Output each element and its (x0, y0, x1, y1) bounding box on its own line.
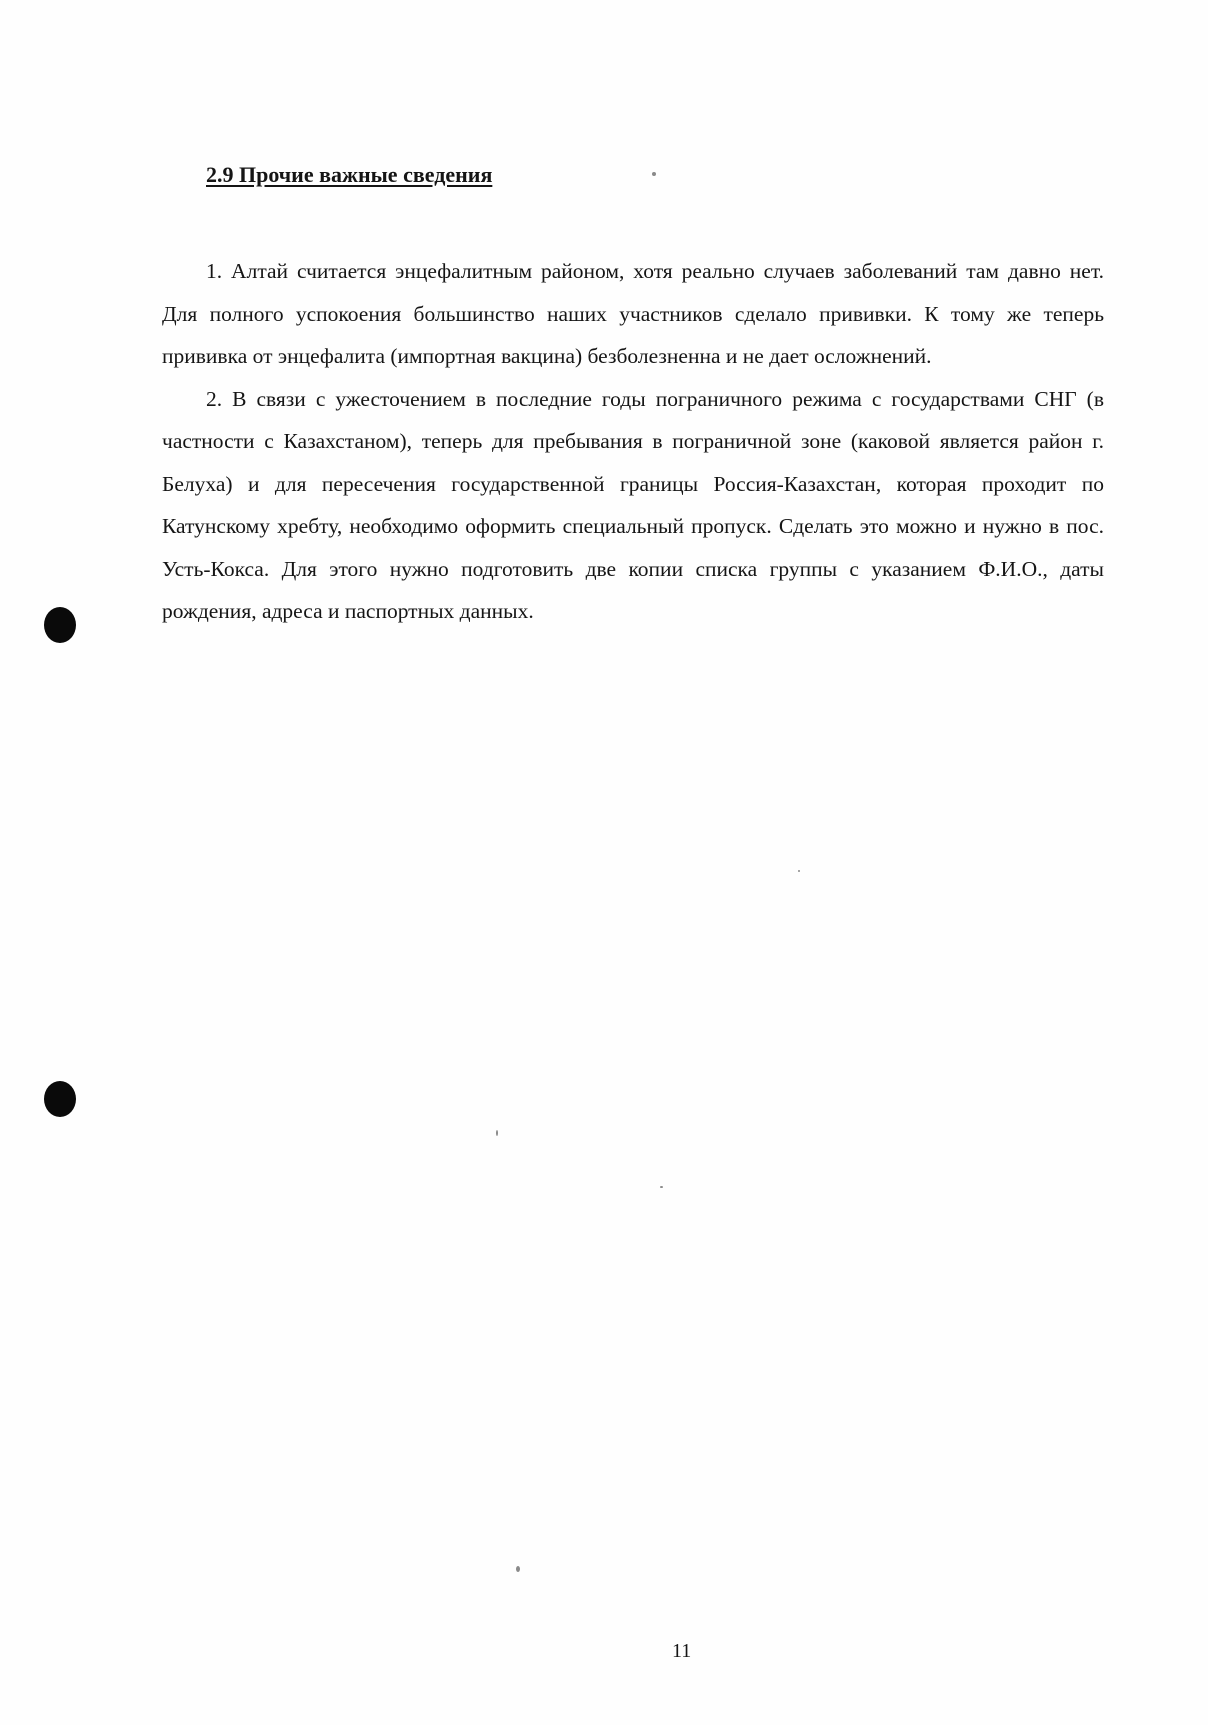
scan-speck (516, 1566, 520, 1572)
scan-speck (660, 1186, 663, 1188)
scan-speck (798, 870, 800, 872)
punch-hole-top (44, 607, 76, 643)
punch-hole-bottom (44, 1081, 76, 1117)
section-heading: 2.9 Прочие важные сведения (206, 162, 493, 187)
page-number: 11 (672, 1640, 692, 1662)
body-text (162, 250, 1104, 633)
scan-speck (652, 172, 656, 176)
scan-speck (496, 1130, 498, 1136)
paragraph-encephalitis: 1. Алтай считается энцефалитным районом, хотя реально случаев заболеваний там давно нет. Для полного успокоения большинство наших участников сделало прививки. К тому же теперь прививка от энцефалита (импортная вакцина) безболезненна и не дает осложнений. (162, 259, 1104, 368)
paragraph-border-permit: 2. В связи с ужесточением в последние годы пограничного режима с государствами СНГ (в частности с Казахстаном), теперь для пребывания в пограничной зоне (каковой является район г. Белуха) и для пересечения государственной границы Россия-Казахстан, которая проходит по Катунскому хребту, необходимо оформить специальный пропуск. Сделать это можно и нужно в пос. Усть-Кокса. Для этого нужно подготовить две копии списка группы с указанием Ф.И.О., даты рождения, адреса и паспортных данных. (162, 386, 1104, 623)
